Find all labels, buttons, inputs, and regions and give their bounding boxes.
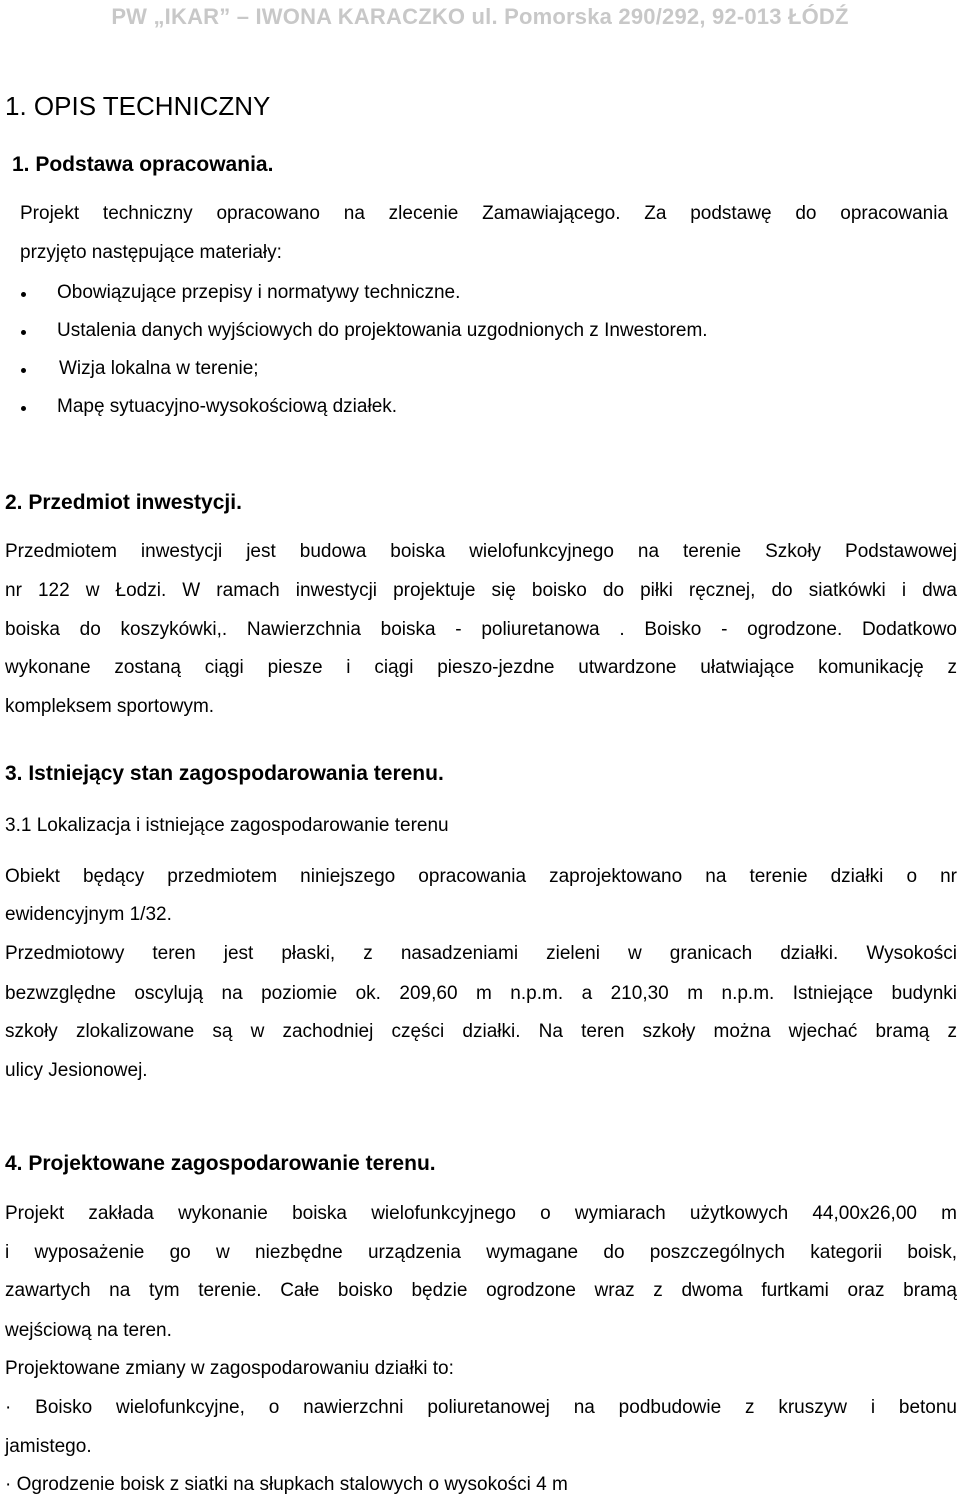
bullet-icon — [21, 368, 26, 373]
section-3-line-6: ulicy Jesionowej. — [5, 1060, 148, 1081]
section-1-intro-line-2: przyjęto następujące materiały: — [20, 242, 282, 263]
section-2-heading: 2. Przedmiot inwestycji. — [5, 491, 242, 514]
section-2-line-4: wykonane zostaną ciągi piesze i ciągi pieszo-jezdne utwardzone ułatwiające komunikację z — [5, 657, 957, 678]
section-4-heading: 4. Projektowane zagospodarowanie terenu. — [5, 1152, 436, 1175]
bullet-icon — [21, 330, 26, 335]
document-title: 1. OPIS TECHNICZNY — [5, 91, 271, 121]
list-item: Mapę sytuacyjno-wysokościową działek. — [57, 396, 398, 417]
section-3-line-4: bezwzględne oscylują na poziomie ok. 209,60 m n.p.m. a 210,30 m n.p.m. Istniejące budynki — [5, 983, 957, 1004]
list-item: Wizja lokalna w terenie; — [59, 358, 259, 379]
section-3-line-3: Przedmiotowy teren jest płaski, z nasadzeniami zieleni w granicach działki. Wysokości — [5, 943, 957, 964]
section-3-line-2: ewidencyjnym 1/32. — [5, 904, 172, 925]
bullet-icon — [21, 406, 26, 411]
section-4-line-2: i wyposażenie go w niezbędne urządzenia wymagane do poszczególnych kategorii boisk, — [5, 1242, 957, 1263]
section-1-heading: 1. Podstawa opracowania. — [12, 153, 274, 176]
list-item: Obowiązujące przepisy i normatywy techniczne. — [57, 282, 461, 303]
list-item: Ustalenia danych wyjściowych do projektowania uzgodnionych z Inwestorem. — [57, 320, 708, 341]
section-2-line-2: nr 122 w Łodzi. W ramach inwestycji projektuje się boisko do piłki ręcznej, do siatkówki i dwa — [5, 580, 957, 601]
section-4-line-6: · Boisko wielofunkcyjne, o nawierzchni poliuretanowej na podbudowie z kruszyw i betonu — [5, 1397, 957, 1418]
section-3-1-subheading: 3.1 Lokalizacja i istniejące zagospodarowanie terenu — [5, 815, 449, 836]
document-header: PW „IKAR” – IWONA KARACZKO ul. Pomorska 290/292, 92-013 ŁÓDŹ — [111, 4, 849, 29]
section-3-line-1: Obiekt będący przedmiotem niniejszego opracowania zaprojektowano na terenie działki o nr — [5, 866, 957, 887]
section-4-line-3: zawartych na tym terenie. Całe boisko będzie ogrodzone wraz z dwoma furtkami oraz bramą — [5, 1280, 957, 1301]
section-3-line-5: szkoły zlokalizowane są w zachodniej części działki. Na teren szkoły można wjechać bramą z — [5, 1021, 957, 1042]
section-4-line-1: Projekt zakłada wykonanie boiska wielofunkcyjnego o wymiarach użytkowych 44,00x26,00 m — [5, 1203, 957, 1224]
bullet-icon — [21, 292, 26, 297]
section-4-line-5: Projektowane zmiany w zagospodarowaniu działki to: — [5, 1358, 454, 1379]
section-2-line-5: kompleksem sportowym. — [5, 696, 215, 717]
section-1-intro-line-1: Projekt techniczny opracowano na zlecenie Zamawiającego. Za podstawę do opracowania — [20, 203, 948, 224]
section-2-line-3: boiska do koszykówki,. Nawierzchnia boiska - poliuretanowa . Boisko - ogrodzone. Dodatkowo — [5, 619, 957, 640]
section-2-line-1: Przedmiotem inwestycji jest budowa boiska wielofunkcyjnego na terenie Szkoły Podstawowej — [5, 541, 957, 562]
section-4-line-4: wejściową na teren. — [5, 1320, 172, 1341]
section-4-line-8: · Ogrodzenie boisk z siatki na słupkach stalowych o wysokości 4 m — [5, 1474, 568, 1495]
section-4-line-7: jamistego. — [5, 1436, 92, 1457]
section-3-heading: 3. Istniejący stan zagospodarowania terenu. — [5, 762, 444, 785]
